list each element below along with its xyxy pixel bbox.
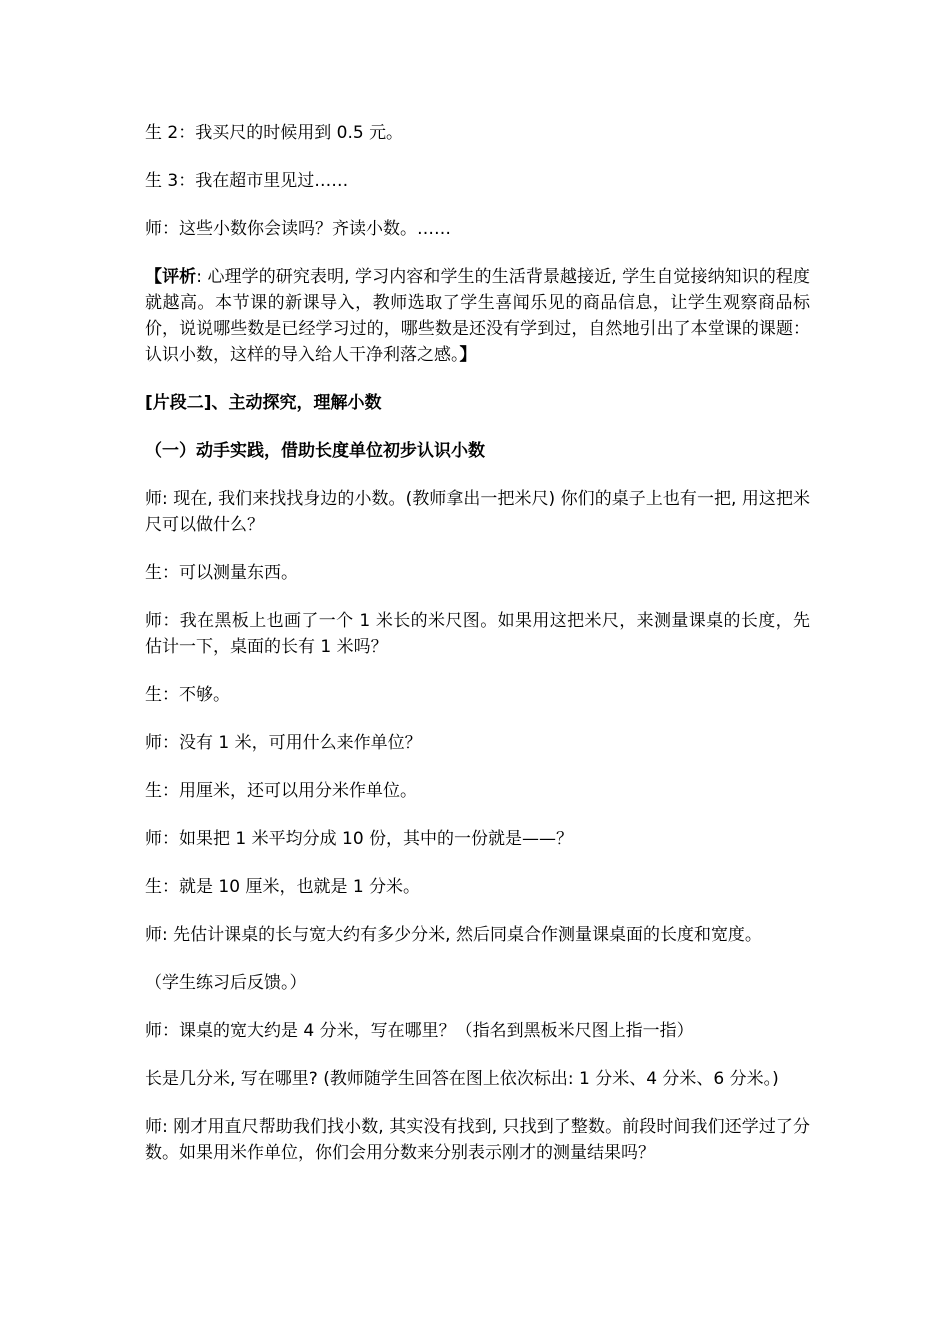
commentary-text: : 心理学的研究表明, 学习内容和学生的生活背景越接近, 学生自觉接纳知识的程度就越高。本节课的新课导入，教师选取了学生喜闻乐见的商品信息，让学生观察商品标价，说说哪些数是已经学习过的，哪些数是还没有学到过，自然地引出了本堂课的课题：认识小数，这样的导入给人干净利落之感。 [145,267,810,365]
dialogue-line: 长是几分米, 写在哪里? (教师随学生回答在图上依次标出: 1 分米、4 分米、6 分米。) [145,1069,779,1089]
section-heading: [片段二]、主动探究，理解小数 [145,393,382,413]
dialogue-line: 师：如果把 1 米平均分成 10 份，其中的一份就是——？ [145,829,574,849]
subsection-heading: （一）动手实践，借助长度单位初步认识小数 [145,441,485,461]
commentary-closing: 】 [459,345,477,365]
dialogue-line: 师: 先估计课桌的长与宽大约有多少分米, 然后同桌合作测量课桌面的长度和宽度。 [145,925,762,945]
dialogue-line: 生：不够。 [145,685,230,705]
dialogue-line: 师：没有 1 米，可用什么来作单位？ [145,733,422,753]
dialogue-line: 生：就是 10 厘米，也就是 1 分米。 [145,877,421,897]
dialogue-line: 生 2：我买尺的时候用到 0.5 元。 [145,123,404,143]
stage-note: （学生练习后反馈。） [145,973,307,993]
dialogue-line: 生：用厘米，还可以用分米作单位。 [145,781,417,801]
document-page [145,120,810,1188]
dialogue-line: 生：可以测量东西。 [145,563,298,583]
dialogue-line: 生 3：我在超市里见过…… [145,171,349,191]
dialogue-line: 师: 刚才用直尺帮助我们找小数, 其实没有找到, 只找到了整数。前段时间我们还学过了分数。如果用米作单位，你们会用分数来分别表示刚才的测量结果吗？ [145,1117,810,1163]
dialogue-line: 师：这些小数你会读吗？齐读小数。…… [145,219,451,239]
dialogue-line: 师：课桌的宽大约是 4 分米，写在哪里？（指名到黑板米尺图上指一指） [145,1021,694,1041]
commentary-label: 【评析 [145,267,197,287]
dialogue-line: 师: 现在, 我们来找找身边的小数。(教师拿出一把米尺) 你们的桌子上也有一把, 用这把米尺可以做什么？ [145,489,810,535]
commentary-paragraph [145,264,810,368]
dialogue-line: 师：我在黑板上也画了一个 1 米长的米尺图。如果用这把米尺，来测量课桌的长度，先估计一下，桌面的长有 1 米吗？ [145,611,810,657]
